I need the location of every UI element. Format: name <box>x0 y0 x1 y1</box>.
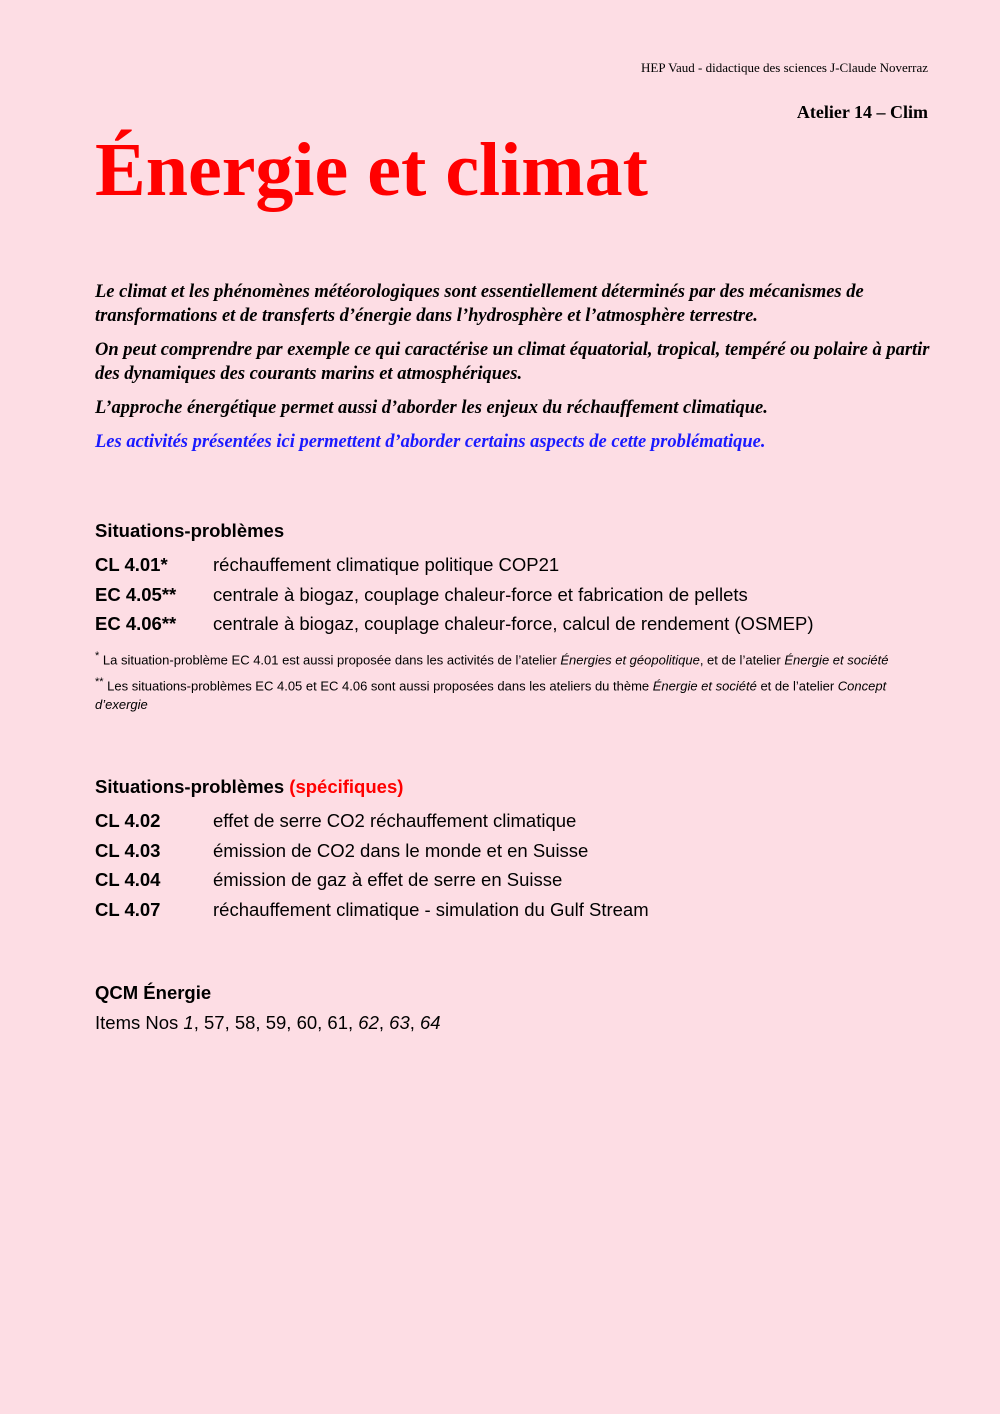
situations-section <box>95 520 925 718</box>
specific-list <box>95 806 925 924</box>
item-code: CL 4.03 <box>95 839 161 861</box>
intro-paragraph-3: L’approche énergétique permet aussi d’aborder les enjeux du réchauffement climatique. <box>95 398 768 418</box>
section-heading <box>95 776 925 798</box>
intro-paragraph-2: On peut comprendre par exemple ce qui caractérise un climat équatorial, tropical, tempéré ou polaire à partir des dynamiques des courants marins et atmosphériques. <box>95 340 930 384</box>
qcm-item-italic: 64 <box>420 1012 441 1033</box>
list-item <box>95 836 925 866</box>
header-credit: HEP Vaud - didactique des sciences J-Claude Noverraz <box>641 60 928 75</box>
footnote-marker: ** <box>95 675 104 688</box>
footnotes <box>95 647 925 715</box>
item-label: centrale à biogaz, couplage chaleur-force et fabrication de pellets <box>213 583 748 605</box>
item-code: EC 4.05** <box>95 583 177 605</box>
footnote-emphasis: Énergies et géopolitique <box>560 651 700 667</box>
item-label: émission de CO2 dans le monde et en Suisse <box>213 839 589 861</box>
qcm-items: Items Nos 1, 57, 58, 59, 60, 61, 62, 63, 64 <box>95 1012 441 1033</box>
footnote-text: La situation-problème EC 4.01 est aussi proposée dans les activités de l’atelier <box>99 651 561 667</box>
atelier-label: Atelier 14 – Clim <box>796 102 928 122</box>
item-code: CL 4.02 <box>95 810 161 831</box>
section-heading: QCM Énergie <box>95 982 212 1003</box>
item-label: émission de gaz à effet de serre en Suisse <box>213 869 563 890</box>
item-label: effet de serre CO2 réchauffement climatique <box>213 810 577 831</box>
footnote-emphasis: Concept d’exergie <box>95 678 887 713</box>
footnote-marker: * <box>95 649 100 662</box>
list-item <box>95 865 925 895</box>
heading-text: Situations-problèmes <box>95 776 285 797</box>
list-item <box>95 895 925 925</box>
qcm-section <box>95 982 925 1034</box>
intro-paragraph-4: Les activités présentées ici permettent d’aborder certains aspects de cette problématique. <box>95 432 766 452</box>
footnote-emphasis: Énergie et société <box>652 678 757 694</box>
qcm-items-plain: , 57, 58, 59, 60, 61, <box>193 1012 359 1033</box>
item-code: CL 4.04 <box>95 869 161 890</box>
footnote-1 <box>95 647 925 669</box>
footnote-text: Les situations-problèmes EC 4.05 et EC 4.06 sont aussi proposées dans les ateliers du thème <box>103 678 653 694</box>
footnote-text: , et de l’atelier <box>699 651 785 667</box>
qcm-item-italic: 63 <box>389 1012 410 1033</box>
list-item <box>95 609 925 639</box>
situations-list <box>95 550 925 639</box>
qcm-item-italic: 1 <box>183 1012 194 1033</box>
item-code: EC 4.06** <box>95 613 177 634</box>
item-code: CL 4.01* <box>95 554 168 575</box>
item-code: CL 4.07 <box>95 898 161 920</box>
list-item <box>95 550 925 580</box>
footnote-2 <box>95 673 925 714</box>
page-title: Énergie et climat <box>95 128 648 212</box>
list-item <box>95 580 925 610</box>
specific-section <box>95 776 925 924</box>
footnote-text: et de l’atelier <box>756 678 838 694</box>
footnote-emphasis: Énergie et société <box>784 651 889 667</box>
item-label: centrale à biogaz, couplage chaleur-force, calcul de rendement (OSMEP) <box>213 613 814 634</box>
heading-accent: (spécifiques) <box>289 776 404 797</box>
intro-text <box>95 280 935 464</box>
item-label: réchauffement climatique politique COP21 <box>213 554 560 575</box>
qcm-prefix: Items Nos <box>95 1012 184 1033</box>
list-item <box>95 806 925 836</box>
qcm-item-italic: 62 <box>358 1012 379 1033</box>
item-label: réchauffement climatique - simulation du Gulf Stream <box>213 898 649 920</box>
section-heading: Situations-problèmes <box>95 520 285 541</box>
intro-paragraph-1: Le climat et les phénomènes météorologiques sont essentiellement déterminés par des mécanismes de transformations et de transferts d’énergie dans l’hydrosphère et l’atmosphère terrestre. <box>95 282 864 326</box>
